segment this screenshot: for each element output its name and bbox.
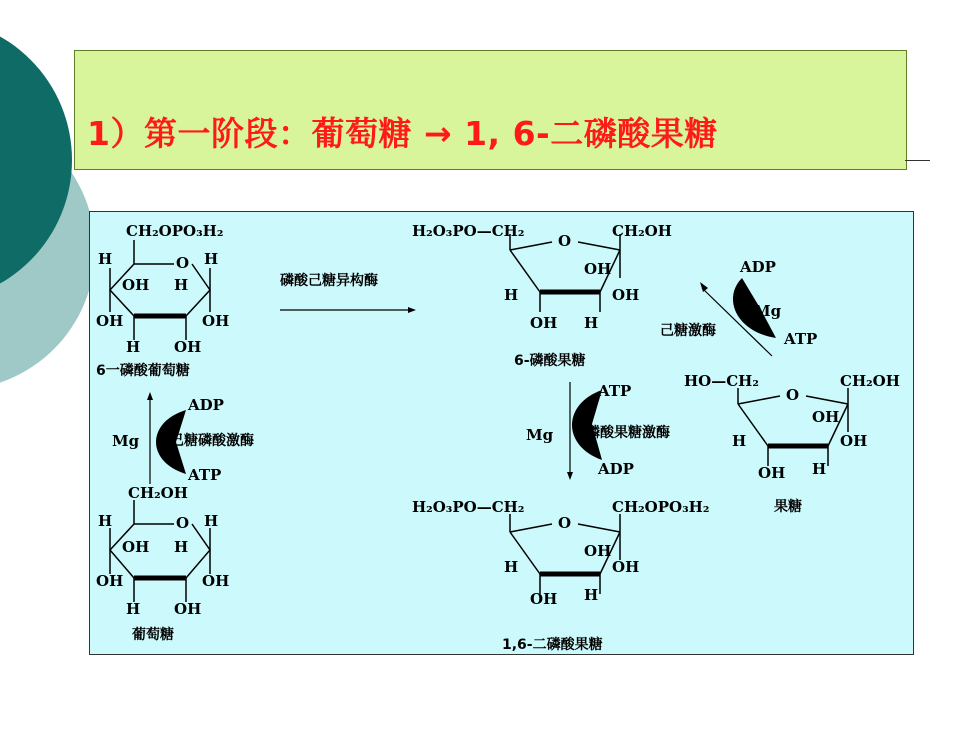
atom-label: OH xyxy=(122,276,150,294)
ring-oxygen: O xyxy=(558,514,572,532)
atom-label: H xyxy=(812,460,827,478)
adp-label: ADP xyxy=(188,396,224,414)
atp-label: ATP xyxy=(598,382,632,400)
atom-label: OH xyxy=(174,600,202,618)
atom-label: H xyxy=(584,586,599,604)
atom-label: H xyxy=(98,250,113,268)
atom-label: H xyxy=(126,600,141,618)
hexokinase-label: 己糖激酶 xyxy=(660,323,716,339)
atp-label: ATP xyxy=(784,330,818,348)
atom-label: OH xyxy=(612,558,640,576)
ring-oxygen: O xyxy=(558,232,572,250)
atom-label: OH xyxy=(758,464,786,482)
mg-label: Mg xyxy=(112,432,140,450)
atp-label: ATP xyxy=(188,466,222,484)
g6p-name: 6一磷酸葡萄糖 xyxy=(96,363,190,379)
atom-label: OH xyxy=(612,286,640,304)
ring-oxygen: O xyxy=(786,386,800,404)
f6p-left-group: H₂O₃PO—CH₂ xyxy=(412,222,525,240)
fructose-left-group: HO—CH₂ xyxy=(684,372,759,390)
f6p-right-group: CH₂OH xyxy=(612,222,672,240)
atom-label: OH xyxy=(584,542,612,560)
title-box xyxy=(74,50,907,170)
atom-label: OH xyxy=(202,572,230,590)
adp-label: ADP xyxy=(740,258,776,276)
atom-label: OH xyxy=(530,590,558,608)
atom-label: H xyxy=(204,512,219,530)
atom-label: H xyxy=(732,432,747,450)
atom-label: OH xyxy=(584,260,612,278)
mg-label: Mg xyxy=(526,426,554,444)
f16bp-name: 1,6-二磷酸果糖 xyxy=(502,637,603,653)
atom-label: H xyxy=(504,558,519,576)
g6p-top-group: CH₂OPO₃H₂ xyxy=(126,222,224,240)
atom-label: OH xyxy=(96,572,124,590)
fructose-right-group: CH₂OH xyxy=(840,372,900,390)
atom-label: H xyxy=(174,538,189,556)
atom-label: OH xyxy=(96,312,124,330)
title-rule xyxy=(905,160,930,161)
pfk-label: 磷酸果糖激酶 xyxy=(586,425,670,441)
mg-label: Mg xyxy=(754,302,782,320)
atom-label: OH xyxy=(530,314,558,332)
atom-label: OH xyxy=(812,408,840,426)
atom-label: H xyxy=(126,338,141,356)
atom-label: H xyxy=(174,276,189,294)
f16bp-right-group: CH₂OPO₃H₂ xyxy=(612,498,710,516)
glucose-name: 葡萄糖 xyxy=(132,627,174,643)
atom-label: H xyxy=(584,314,599,332)
f6p-name: 6-磷酸果糖 xyxy=(514,353,586,369)
f16bp-left-group: H₂O₃PO—CH₂ xyxy=(412,498,525,516)
fructose-name: 果糖 xyxy=(774,499,802,515)
slide-title: 1）第一阶段：葡萄糖 → 1, 6-二磷酸果糖 xyxy=(87,114,718,153)
hexokinase-p-label: 己糖磷酸激酶 xyxy=(170,433,254,449)
pathway-diagram xyxy=(89,211,914,655)
adp-label: ADP xyxy=(598,460,634,478)
isomerase-arrow xyxy=(280,307,416,313)
atom-label: OH xyxy=(122,538,150,556)
glucose-top-group: CH₂OH xyxy=(128,484,188,502)
atom-label: H xyxy=(504,286,519,304)
atom-label: OH xyxy=(174,338,202,356)
atom-label: H xyxy=(204,250,219,268)
atom-label: OH xyxy=(202,312,230,330)
atom-label: OH xyxy=(840,432,868,450)
isomerase-label: 磷酸己糖异构酶 xyxy=(280,273,378,289)
atom-label: H xyxy=(98,512,113,530)
ring-oxygen: O xyxy=(176,514,190,532)
ring-oxygen: O xyxy=(176,254,190,272)
